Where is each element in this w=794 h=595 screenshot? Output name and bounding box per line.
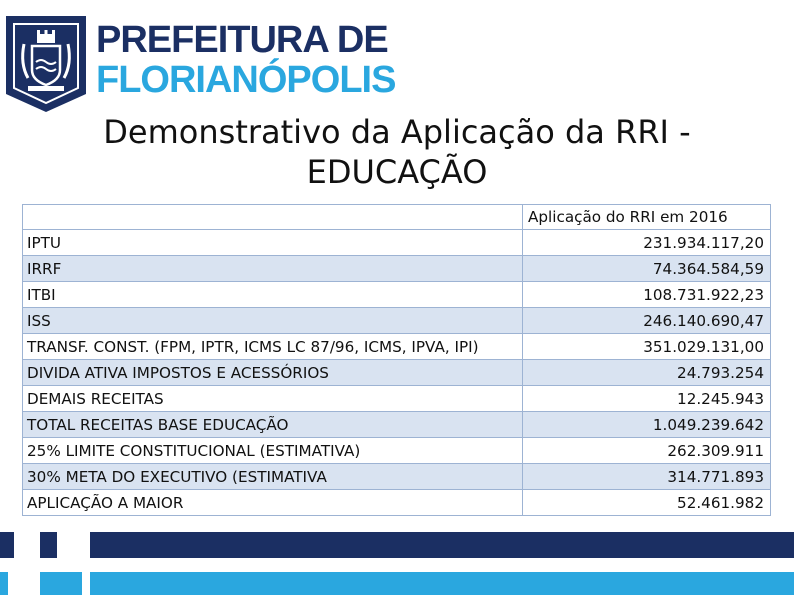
table-row — [23, 308, 771, 334]
row-value: 351.029.131,00 — [523, 334, 771, 360]
row-label: IPTU — [23, 230, 523, 256]
row-value: 52.461.982 — [523, 490, 771, 516]
footer-blue-band — [90, 572, 794, 595]
row-value: 108.731.922,23 — [523, 282, 771, 308]
row-label: TRANSF. CONST. (FPM, IPTR, ICMS LC 87/96, ICMS, IPVA, IPI) — [23, 334, 523, 360]
coat-of-arms-icon — [4, 14, 88, 114]
table-row — [23, 334, 771, 360]
footer-navy-block — [40, 532, 57, 558]
row-value: 1.049.239.642 — [523, 412, 771, 438]
row-label: 30% META DO EXECUTIVO (ESTIMATIVA — [23, 464, 523, 490]
row-value: 74.364.584,59 — [523, 256, 771, 282]
row-label: ISS — [23, 308, 523, 334]
table-row — [23, 386, 771, 412]
header-value-cell: Aplicação do RRI em 2016 — [523, 205, 771, 230]
table-row — [23, 282, 771, 308]
footer-blue-block — [40, 572, 82, 595]
row-label: APLICAÇÃO A MAIOR — [23, 490, 523, 516]
brand-line-2: FLORIANÓPOLIS — [96, 59, 396, 101]
table-row — [23, 438, 771, 464]
row-value: 231.934.117,20 — [523, 230, 771, 256]
row-label: DEMAIS RECEITAS — [23, 386, 523, 412]
row-value: 314.771.893 — [523, 464, 771, 490]
table-row — [23, 490, 771, 516]
table-row — [23, 412, 771, 438]
row-label: DIVIDA ATIVA IMPOSTOS E ACESSÓRIOS — [23, 360, 523, 386]
brand-wordmark — [96, 20, 395, 100]
footer-navy-band — [90, 532, 794, 558]
table-row — [23, 256, 771, 282]
rri-table — [22, 204, 771, 516]
page-title — [0, 112, 794, 192]
table-row — [23, 230, 771, 256]
row-value: 12.245.943 — [523, 386, 771, 412]
row-value: 246.140.690,47 — [523, 308, 771, 334]
table-row — [23, 360, 771, 386]
footer-navy-block — [0, 532, 14, 558]
row-label: IRRF — [23, 256, 523, 282]
row-value: 262.309.911 — [523, 438, 771, 464]
table-header-row — [23, 205, 771, 230]
row-label: TOTAL RECEITAS BASE EDUCAÇÃO — [23, 412, 523, 438]
title-line-2: EDUCAÇÃO — [306, 153, 488, 191]
brand-line-1: PREFEITURA DE — [96, 19, 388, 61]
row-label: ITBI — [23, 282, 523, 308]
row-label: 25% LIMITE CONSTITUCIONAL (ESTIMATIVA) — [23, 438, 523, 464]
title-line-1: Demonstrativo da Aplicação da RRI - — [103, 113, 691, 151]
footer-blue-block — [0, 572, 8, 595]
table-row — [23, 464, 771, 490]
row-value: 24.793.254 — [523, 360, 771, 386]
header-label-cell — [23, 205, 523, 230]
